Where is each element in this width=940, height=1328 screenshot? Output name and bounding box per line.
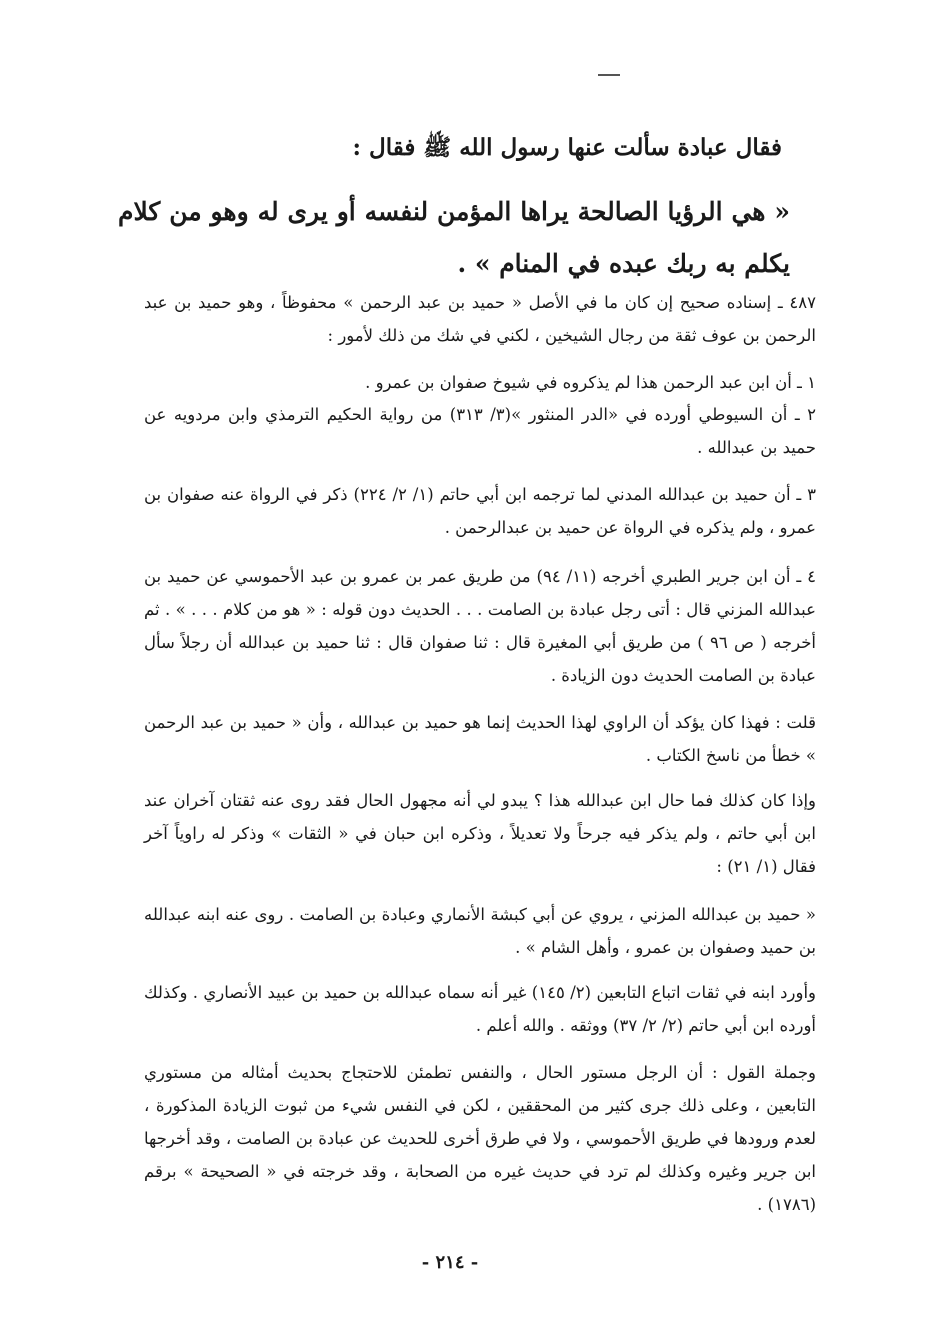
footnote-paragraph: وجملة القول : أن الرجل مستور الحال ، والنفس تطمئن للاحتجاج بحديث أمثاله من مستوري التابعين ، وعلى ذلك جرى كثير من المحققين ، لكن في النفس شيء من ثبوت الزيادة المذكورة ، لعدم ورودها في طريق الأحموسي ، ولا في طرق أخرى للحديث عن عبادة بن الصامت ، وقد أخرجها ابن جرير وغيره وكذلك لم ترد في حديث غيره من الصحابة ، وقد خرجته في « الصحيحة » برقم (١٧٨٦) . [144,1063,816,1214]
main-text-intro: فقال عبادة سألت عنها رسول الله ﷺ فقال : [352,134,782,161]
footnote-paragraph: ٣ ـ أن حميد بن عبدالله المدني لما ترجمه ابن أبي حاتم (١/ ٢/ ٢٢٤) ذكر في الرواة عنه صفوان بن عمرو ، ولم يذكره في الرواة عن حميد بن عبدالرحمن . [144,485,816,537]
footnote-paragraph: « حميد بن عبدالله المزني ، يروي عن أبي كبشة الأنماري وعبادة بن الصامت . روى عنه ابنه عبدالله بن حميد وصفوان بن عمرو ، وأهل الشام » . [144,905,816,957]
header-dash-mark [598,74,620,76]
page-number: - ٢١٤ - [421,1252,479,1273]
footnote-paragraph: قلت : فهذا كان يؤكد أن الراوي لهذا الحديث إنما هو حميد بن عبدالله ، وأن « حميد بن عبد الرحمن » خطأ من ناسخ الكتاب . [144,713,816,765]
footnote-paragraph: ٤٨٧ ـ إسناده صحيح إن كان ما في الأصل « حميد بن عبد الرحمن » محفوظاً ، وهو حميد بن عبد الرحمن بن عوف ثقة من رجال الشيخين ، لكني في شك من ذلك لأمور : [144,293,816,345]
footnote-paragraph: ٤ ـ أن ابن جرير الطبري أخرجه (١١/ ٩٤) من طريق عمر بن عمرو بن عبد الأحموسي عن حميد بن عبدالله المزني قال : أتى رجل عبادة بن الصامت . . . الحديث دون قوله : « هو من كلام . . . » . ثم أخرجه ( ص ٩٦ ) من طريق أبي المغيرة قال : ثنا صفوان قال : ثنا حميد بن عبدالله أن رجلاً سأل عبادة بن الصامت الحديث دون الزيادة . [144,567,817,685]
footnote-paragraph: ٢ ـ أن السيوطي أورده في «الدر المنثور »(٣/ ٣١٣) من رواية الحكيم الترمذي وابن مردويه عن حميد بن عبدالله . [144,405,816,457]
footnote-paragraph: ١ ـ أن ابن عبد الرحمن هذا لم يذكروه في شيوخ صفوان بن عمرو . [365,373,816,392]
footnote-paragraph: وإذا كان كذلك فما حال ابن عبدالله هذا ؟ يبدو لي أنه مجهول الحال فقد روى عنه ثقتان آخران عند ابن أبي حاتم ، ولم يذكر فيه جرحاً ولا تعديلاً ، وذكره ابن حبان في « الثقات » وذكر له راوياً آخر فقال (١/ ٢١) : [144,791,816,876]
main-text-hadith: « هي الرؤيا الصالحة يراها المؤمن لنفسه أو يرى له وهو من كلام يكلم به ربك عبده في المنام » . [118,197,790,278]
footnote-paragraph: وأورد ابنه في ثقات اتباع التابعين (٢/ ١٤٥) غير أنه سماه عبدالله بن حميد بن عبيد الأنصاري . وكذلك أورده ابن أبي حاتم (٢/ ٢/ ٣٧) ووثقه . والله أعلم . [144,983,816,1035]
